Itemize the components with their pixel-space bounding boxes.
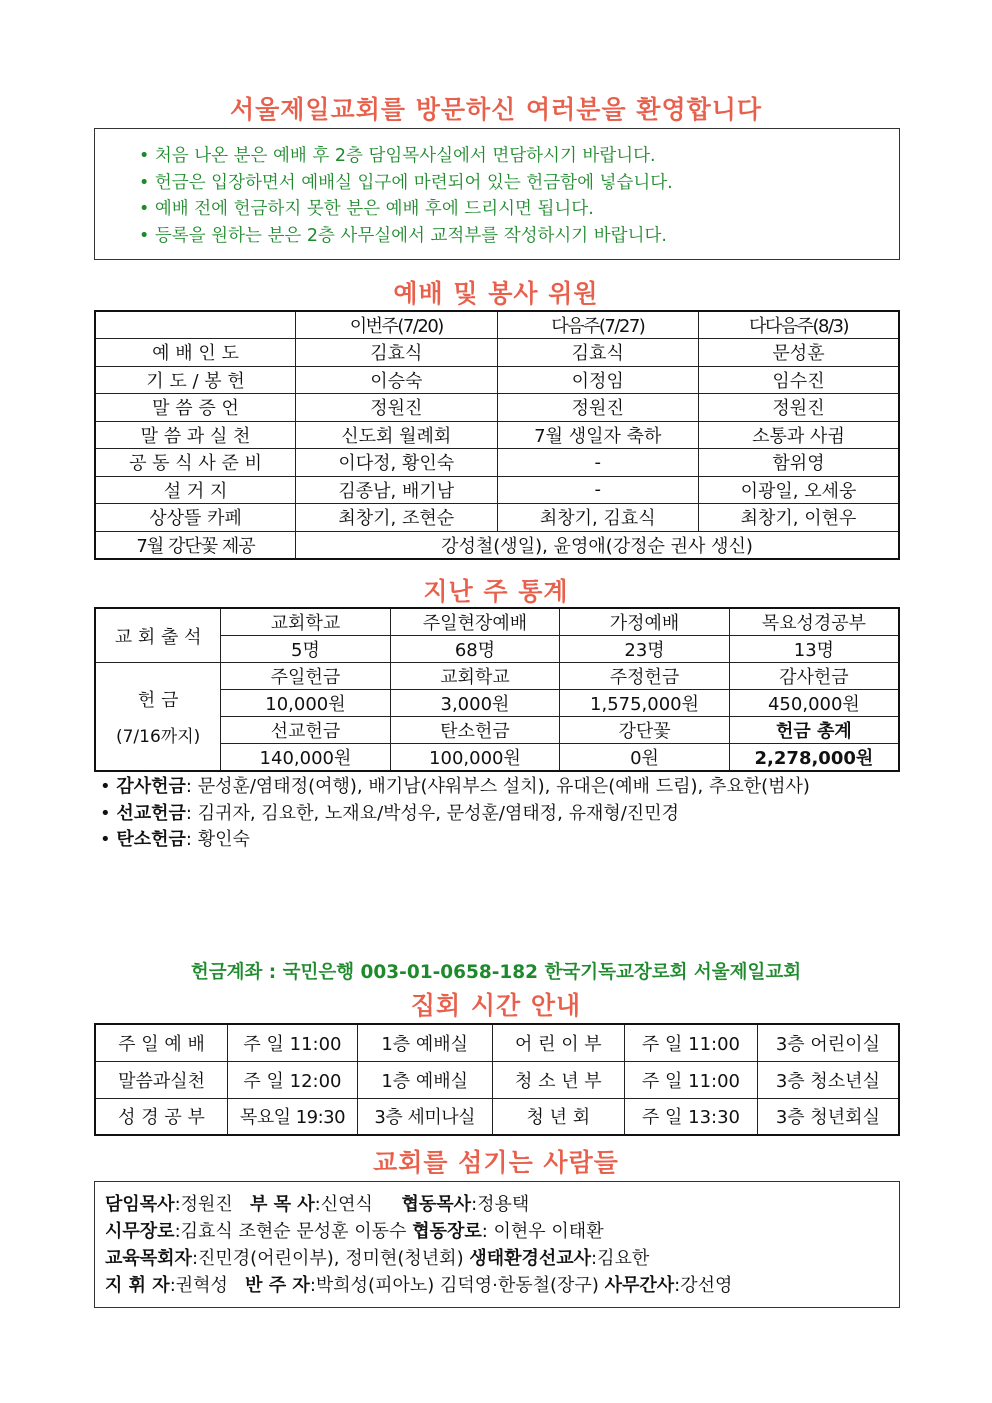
- staff-role: 지 휘 자: [105, 1275, 170, 1296]
- table-cell: 김종남, 배기남: [296, 476, 497, 504]
- header-cell: [95, 311, 296, 339]
- value-cell: 1,575,000원: [560, 690, 730, 717]
- staff-names: :김효식 조현순 문성훈 이동수: [174, 1221, 407, 1242]
- table-cell: 문성훈: [699, 339, 899, 367]
- role-cell: 예 배 인 도: [95, 339, 296, 367]
- offering-label: [95, 663, 221, 772]
- note-label: 감사헌금: [116, 776, 186, 797]
- welcome-box: [94, 128, 900, 260]
- schedule-cell: 주 일 11:00: [228, 1024, 358, 1061]
- staff-role: 교육목회자: [105, 1248, 192, 1269]
- staff-names: :진민경(어린이부), 정미현(청년회): [191, 1248, 464, 1269]
- staff-names: :권혁성: [169, 1275, 228, 1296]
- staff-line: [105, 1191, 899, 1218]
- schedule-cell: 3층 세미나실: [357, 1098, 492, 1135]
- header-cell: 교회학교: [221, 608, 390, 636]
- schedule-cell: 성 경 공 부: [95, 1098, 228, 1135]
- note-text: : 황인숙: [185, 829, 250, 850]
- header-cell: 목요성경공부: [729, 608, 899, 636]
- header-cell: 다음주(7/27): [497, 311, 699, 339]
- schedule-cell: 목요일 19:30: [228, 1098, 358, 1135]
- staff-line: [105, 1272, 899, 1299]
- note-label: 선교헌금: [116, 802, 186, 824]
- table-cell: 정원진: [497, 394, 699, 422]
- welcome-item: • 헌금은 입장하면서 예배실 입구에 마련되어 있는 헌금함에 넣습니다.: [139, 170, 899, 197]
- header-cell: 다다음주(8/3): [699, 311, 899, 339]
- value-cell: 10,000원: [221, 690, 390, 717]
- header-cell: 탄소헌금: [390, 717, 560, 744]
- value-cell: 23명: [560, 636, 730, 663]
- offering-period: (7/16까지): [115, 727, 201, 747]
- table-cell: 최창기, 김효식: [497, 504, 699, 532]
- table-cell: 이승숙: [296, 366, 497, 394]
- staff-names: :정용택: [471, 1194, 530, 1215]
- service-table: [94, 310, 900, 560]
- schedule-cell: 3층 어린이실: [757, 1024, 899, 1061]
- note-text: : 문성훈/염태정(여행), 배기남(샤워부스 설치), 유대은(예배 드림), 추요한(범사): [185, 776, 810, 797]
- header-cell: 주일헌금: [221, 663, 390, 690]
- flower-label: 7월 강단꽃 제공: [95, 531, 296, 559]
- value-cell: 5명: [221, 636, 390, 663]
- staff-role: 반 주 자: [245, 1275, 310, 1296]
- value-cell: 140,000원: [221, 744, 390, 772]
- role-cell: 공 동 식 사 준 비: [95, 449, 296, 477]
- value-cell: 68명: [390, 636, 560, 663]
- header-cell: 감사헌금: [729, 663, 899, 690]
- schedule-cell: 말씀과실천: [95, 1061, 228, 1098]
- schedule-cell: 주 일 11:00: [625, 1061, 758, 1098]
- schedule-cell: 3층 청년회실: [757, 1098, 899, 1135]
- staff-title: 교회를 섬기는 사람들: [373, 1148, 619, 1177]
- table-cell: 정원진: [296, 394, 497, 422]
- flower-value: 강성철(생일), 윤영애(강정순 권사 생신): [296, 531, 899, 559]
- note-line: • 탄소헌금: 황인숙: [100, 829, 250, 850]
- header-cell: 강단꽃: [560, 717, 730, 744]
- schedule-table: [94, 1023, 900, 1136]
- schedule-cell: 1층 예배실: [357, 1024, 492, 1061]
- offering-title: 헌 금: [137, 690, 179, 711]
- staff-names: :신연식: [314, 1194, 373, 1215]
- role-cell: 설 거 지: [95, 476, 296, 504]
- staff-names: :김요한: [591, 1248, 650, 1269]
- table-cell: 이광일, 오세웅: [699, 476, 899, 504]
- table-cell: -: [497, 449, 699, 477]
- header-cell: 선교헌금: [221, 717, 390, 744]
- staff-role: 사무간사: [604, 1275, 675, 1296]
- header-cell: 교회학교: [390, 663, 560, 690]
- welcome-title: 서울제일교회를 방문하신 여러분을 환영합니다: [229, 95, 763, 124]
- table-cell: 신도회 월례회: [296, 421, 497, 449]
- value-cell: 3,000원: [390, 690, 560, 717]
- staff-line: [105, 1245, 899, 1272]
- staff-line: [105, 1218, 899, 1245]
- note-label: 탄소헌금: [116, 829, 186, 850]
- offering-notes: [100, 774, 920, 854]
- schedule-title: 집회 시간 안내: [410, 991, 582, 1020]
- total-header: 헌금 총계: [729, 717, 899, 744]
- table-cell: 정원진: [699, 394, 899, 422]
- role-cell: 상상뜰 카페: [95, 504, 296, 532]
- staff-names: :강선영: [674, 1275, 733, 1296]
- total-value: 2,278,000원: [729, 744, 899, 772]
- table-cell: 최창기, 이현우: [699, 504, 899, 532]
- staff-names: :정원진: [174, 1194, 233, 1215]
- service-title: 예배 및 봉사 위원: [393, 279, 599, 308]
- schedule-cell: 청 년 회: [492, 1098, 625, 1135]
- staff-role: 부 목 사: [249, 1194, 315, 1215]
- staff-role: 협동장로: [412, 1221, 482, 1242]
- table-cell: 7월 생일자 축하: [497, 421, 699, 449]
- table-cell: 최창기, 조현순: [296, 504, 497, 532]
- role-cell: 말 씀 과 실 천: [95, 421, 296, 449]
- schedule-cell: 1층 예배실: [357, 1061, 492, 1098]
- note-text: : 김귀자, 김요한, 노재요/박성우, 문성훈/염태정, 유재형/진민경: [185, 802, 679, 824]
- role-cell: 기 도 / 봉 헌: [95, 366, 296, 394]
- staff-role: 담임목사: [105, 1194, 175, 1215]
- welcome-item: • 처음 나온 분은 예배 후 2층 담임목사실에서 면담하시기 바랍니다.: [139, 143, 899, 170]
- schedule-cell: 주 일 12:00: [228, 1061, 358, 1098]
- schedule-cell: 주 일 13:30: [625, 1098, 758, 1135]
- schedule-cell: 주 일 예 배: [95, 1024, 228, 1061]
- table-cell: 김효식: [497, 339, 699, 367]
- note-line: • 감사헌금: 문성훈/염태정(여행), 배기남(샤워부스 설치), 유대은(예배 드림), 추요한(범사): [100, 776, 810, 797]
- account-info: 헌금계좌 : 국민은행 003-01-0658-182 한국기독교장로회 서울제일교회: [190, 962, 802, 983]
- table-cell: 이정임: [497, 366, 699, 394]
- header-cell: 이번주(7/20): [296, 311, 497, 339]
- schedule-cell: 3층 청소년실: [757, 1061, 899, 1098]
- header-cell: 주일현장예배: [390, 608, 560, 636]
- header-cell: 주정헌금: [560, 663, 730, 690]
- table-cell: 소통과 사귐: [699, 421, 899, 449]
- table-cell: 함위영: [699, 449, 899, 477]
- value-cell: 13명: [729, 636, 899, 663]
- value-cell: 450,000원: [729, 690, 899, 717]
- value-cell: 100,000원: [390, 744, 560, 772]
- role-cell: 말 씀 증 언: [95, 394, 296, 422]
- attendance-label: 교 회 출 석: [95, 608, 221, 663]
- staff-role: 생태환경선교사: [469, 1248, 592, 1269]
- schedule-cell: 청 소 년 부: [492, 1061, 625, 1098]
- welcome-item: • 등록을 원하는 분은 2층 사무실에서 교적부를 작성하시기 바랍니다.: [139, 223, 899, 250]
- welcome-item: • 예배 전에 헌금하지 못한 분은 예배 후에 드리시면 됩니다.: [139, 196, 899, 223]
- staff-role: 시무장로: [105, 1221, 175, 1242]
- header-cell: 가정예배: [560, 608, 730, 636]
- stats-table: [94, 607, 900, 772]
- schedule-cell: 어 린 이 부: [492, 1024, 625, 1061]
- staff-role: 협동목사: [401, 1194, 472, 1215]
- table-cell: 이다정, 황인숙: [296, 449, 497, 477]
- stats-title: 지난 주 통계: [423, 577, 569, 606]
- note-line: • 선교헌금: 김귀자, 김요한, 노재요/박성우, 문성훈/염태정, 유재형/진민경: [100, 802, 679, 824]
- table-cell: 임수진: [699, 366, 899, 394]
- schedule-cell: 주 일 11:00: [625, 1024, 758, 1061]
- staff-names: : 이현우 이태환: [481, 1221, 604, 1242]
- staff-box: [94, 1181, 900, 1308]
- value-cell: 0원: [560, 744, 730, 772]
- table-cell: -: [497, 476, 699, 504]
- staff-names: :박희성(피아노) 김덕영·한동철(장구): [309, 1275, 599, 1296]
- table-cell: 김효식: [296, 339, 497, 367]
